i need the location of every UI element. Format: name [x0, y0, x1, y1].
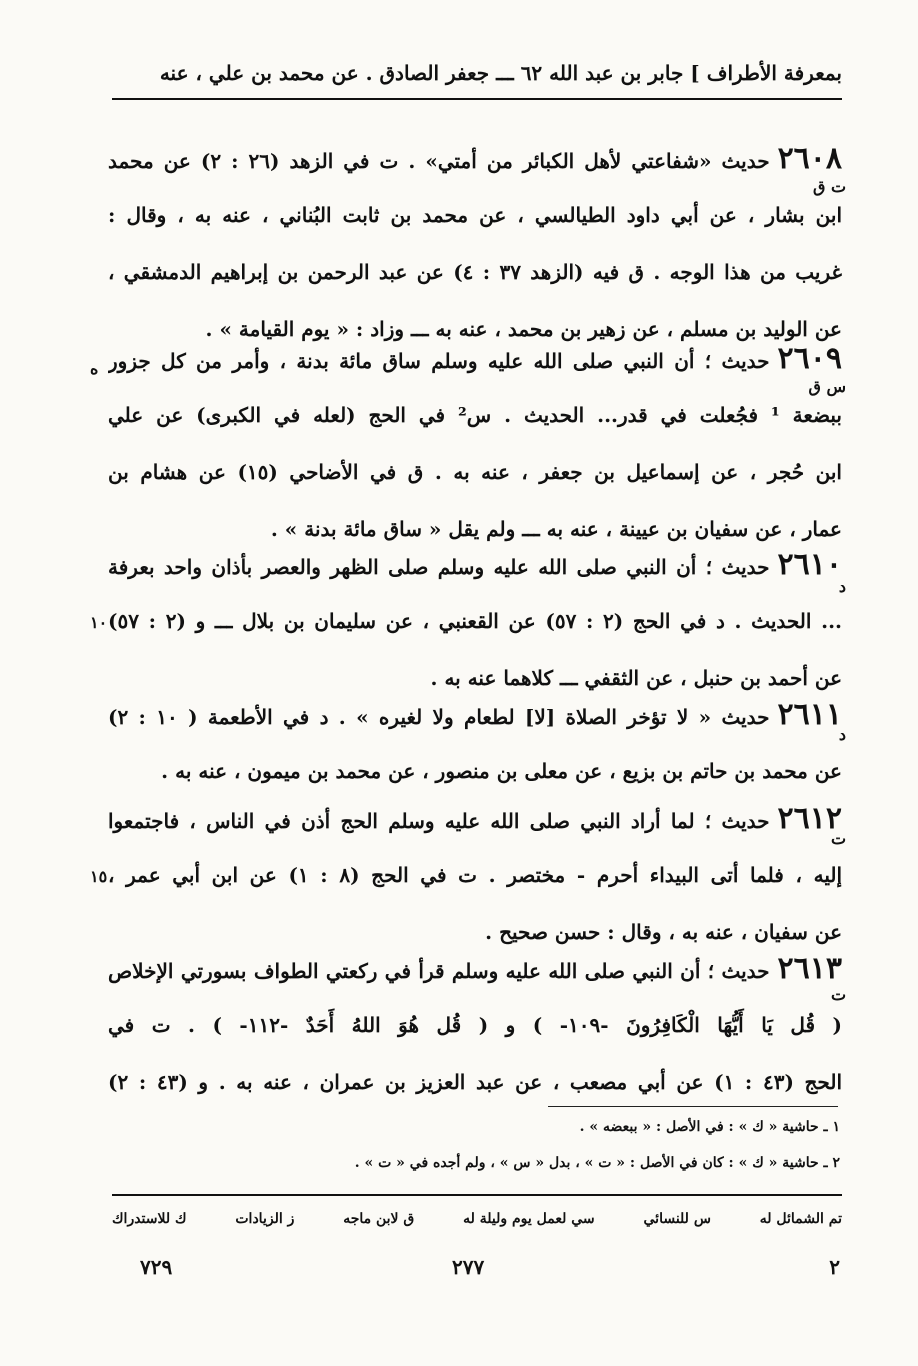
- margin-siglum: س ق: [808, 377, 846, 396]
- entry-number: ٢٦١٢: [777, 801, 842, 836]
- entry-line: عن الوليد بن مسلم ، عن زهير بن محمد ، عنه به ـــ وزاد : « يوم القيامة » .: [205, 317, 842, 341]
- line-number-mark: ١٥: [90, 867, 108, 886]
- header-rule: [112, 98, 842, 100]
- entry-line: الحج (٤٣ : ١) عن أبي مصعب ، عن عبد العزيز بن عمران ، عنه به . و (٤٣ : ٢): [108, 1070, 842, 1094]
- entry-line: عمار ، عن سفيان بن عيينة ، عنه به ـــ ولم يقل « ساق مائة بدنة » .: [270, 517, 842, 541]
- entry-line: عن أحمد بن حنبل ، عن الثقفي ـــ كلاهما عنه به .: [430, 666, 842, 690]
- entry-line: ٢٦٠٩حديث ؛ أن النبي صلى الله عليه وسلم ساق مائة بدنة ، وأمر من كل جزور: [108, 341, 842, 376]
- hadith-entry-2613: [108, 940, 846, 1111]
- entry-line: عن محمد بن حاتم بن بزيع ، عن معلى بن منصور ، عن محمد بن ميمون ، عنه به .: [161, 759, 842, 783]
- margin-siglum: د: [838, 725, 846, 744]
- sigla-rule: [112, 1194, 842, 1196]
- siglum-item: ق لابن ماجه: [343, 1211, 415, 1227]
- entry-line: غريب من هذا الوجه . ق فيه (الزهد ٣٧ : ٤) عن عبد الرحمن بن إبراهيم الدمشقي ،: [108, 260, 842, 284]
- entry-line: ٢٦١٢حديث ؛ لما أراد النبي صلى الله عليه وسلم الحج أذن في الناس ، فاجتمعوا: [108, 801, 842, 836]
- footnote-1: ١ ـ حاشية « ك » : في الأصل : « ببعضه » .: [579, 1119, 840, 1135]
- entry-line: ... الحديث . د في الحج (٢ : ٥٧) عن القعنبي ، عن سليمان بن بلال ـــ و (٢ : ٥٧): [108, 609, 842, 633]
- line-number-mark: ه: [90, 359, 99, 378]
- sigla-key: [112, 1204, 842, 1234]
- entry-number: ٢٦١٣: [777, 951, 842, 986]
- footnote-2: ٢ ـ حاشية « ك » : كان في الأصل : « ت » ، بدل « س » ، ولم أجده في « ت » .: [354, 1155, 840, 1171]
- entry-line: ٢٦٠٨حديث «شفاعتي لأهل الكبائر من أمتي» . ت في الزهد (٢٦ : ٢) عن محمد: [108, 141, 842, 176]
- margin-siglum: ت ق: [812, 177, 846, 196]
- entry-line: إليه ، فلما أتى البيداء أحرم - مختصر . ت في الحج (٨ : ١) عن ابن أبي عمر ،: [108, 863, 842, 887]
- entry-line: ابن حُجر ، عن إسماعيل بن جعفر ، عنه به . ق في الأضاحي (١٥) عن هشام بن: [108, 460, 842, 484]
- line-number-mark: ١٠: [90, 613, 108, 632]
- margin-siglum: ت: [830, 985, 846, 1004]
- siglum-item: ز الزيادات: [235, 1211, 295, 1227]
- entry-number: ٢٦٠٩: [777, 341, 842, 376]
- footnote-rule: [548, 1106, 838, 1107]
- entry-line: عن سفيان ، عنه به ، وقال : حسن صحيح .: [485, 920, 842, 944]
- entry-number: ٢٦١٠: [777, 547, 842, 582]
- hadith-entry-2610: [90, 536, 846, 707]
- siglum-item: سي لعمل يوم وليلة له: [463, 1211, 595, 1227]
- hadith-entry-2612: [90, 790, 846, 961]
- running-header: [112, 52, 842, 94]
- entry-number: ٢٦٠٨: [777, 141, 842, 176]
- overall-page-number: ٧٢٩: [140, 1255, 173, 1279]
- running-header-text: بمعرفة الأطراف ] جابر بن عبد الله ٦٢ ـــ جعفر الصادق . عن محمد بن علي ، عنه: [159, 61, 842, 85]
- hadith-entry-2611: [108, 686, 846, 800]
- margin-siglum: د: [838, 577, 846, 596]
- page-number: ٢٧٧: [452, 1255, 485, 1279]
- entry-line: ٢٦١٠حديث ؛ أن النبي صلى الله عليه وسلم صلى الظهر والعصر بأذان واحد بعرفة: [108, 547, 842, 582]
- hadith-entry-2608: [108, 130, 846, 358]
- margin-siglum: ت: [830, 829, 846, 848]
- volume-number: ٢: [829, 1255, 840, 1279]
- entry-line: ابن بشار ، عن أبي داود الطيالسي ، عن محمد بن ثابت البُناني ، عنه به ، وقال :: [108, 203, 842, 227]
- siglum-item: تم الشمائل له: [759, 1211, 842, 1227]
- entry-line: ببضعة ¹ فجُعلت في قدر... الحديث . س² في الحج (لعله في الكبرى) عن علي: [108, 403, 842, 427]
- siglum-item: س للنسائي: [643, 1211, 711, 1227]
- entry-number: ٢٦١١: [777, 697, 842, 732]
- hadith-entry-2609: [90, 330, 846, 558]
- siglum-item: ك للاستدراك: [112, 1211, 187, 1227]
- entry-line: ٢٦١٣حديث ؛ أن النبي صلى الله عليه وسلم قرأ في ركعتي الطواف بسورتي الإخلاص: [108, 951, 842, 986]
- entry-line: ٢٦١١حديث « لا تؤخر الصلاة [لا] لطعام ولا لغيره » . د في الأطعمة ( ١٠ : ٢): [108, 697, 842, 732]
- entry-line: ( قُل يَا أَيُّهَا الْكَافِرُونَ -١٠٩- ) و ( قُل هُوَ اللهُ أَحَدٌ -١١٢- ) . ت في: [108, 1013, 842, 1037]
